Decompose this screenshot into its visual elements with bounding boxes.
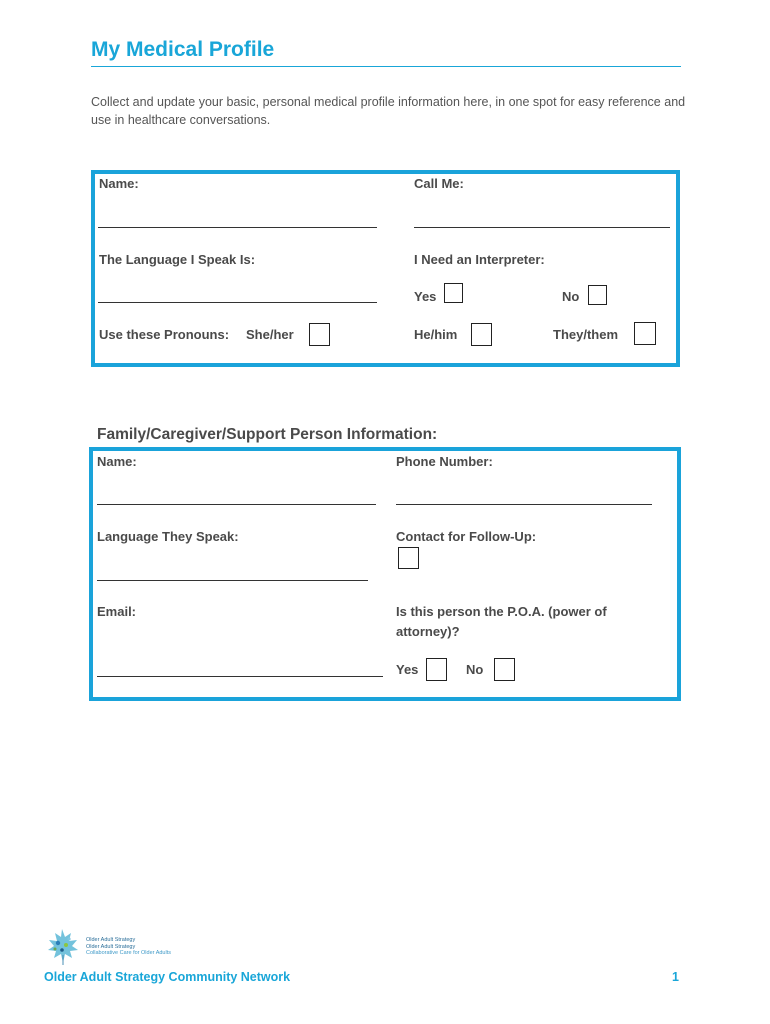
call-me-label: Call Me: [414, 176, 464, 191]
interpreter-yes-label: Yes [414, 289, 437, 304]
poa-label-line1: Is this person the P.O.A. (power of [396, 604, 607, 619]
intro-text: Collect and update your basic, personal medical profile information here, in one spot for easy reference and use in healthcare conversations. [91, 95, 686, 127]
support-email-field[interactable] [97, 676, 383, 677]
maple-leaf-icon [48, 929, 78, 965]
language-label: The Language I Speak Is: [99, 252, 256, 267]
footer-organization: Older Adult Strategy Community Network [44, 970, 291, 984]
support-language-field[interactable] [97, 580, 368, 581]
support-section-heading: Family/Caregiver/Support Person Information: [97, 426, 438, 443]
logo-text [86, 937, 171, 957]
title-rule [91, 66, 681, 67]
logo-line-2: Older Adult Strategy [86, 943, 136, 950]
page-title: My Medical Profile [91, 38, 275, 61]
poa-label-line2: attorney)? [396, 624, 460, 639]
pronoun-they-checkbox[interactable] [634, 322, 656, 345]
call-me-field[interactable] [414, 227, 670, 228]
interpreter-yes-checkbox[interactable] [444, 283, 463, 303]
pronoun-she-label: She/her [246, 327, 294, 342]
support-name-label: Name: [97, 454, 137, 469]
interpreter-no-checkbox[interactable] [588, 285, 607, 305]
logo-line-3: Collaborative Care for Older Adults [86, 950, 171, 956]
pronoun-he-checkbox[interactable] [471, 323, 492, 346]
support-info-box [89, 447, 681, 701]
language-field[interactable] [98, 302, 377, 303]
support-language-label: Language They Speak: [97, 529, 239, 544]
interpreter-label: I Need an Interpreter: [414, 252, 545, 267]
poa-yes-checkbox[interactable] [426, 658, 447, 681]
page-number: 1 [672, 970, 679, 984]
pronouns-label: Use these Pronouns: [99, 327, 230, 342]
name-field[interactable] [98, 227, 377, 228]
pronoun-she-checkbox[interactable] [309, 323, 330, 346]
pronoun-he-label: He/him [414, 327, 458, 342]
poa-no-label: No [466, 662, 484, 677]
name-label: Name: [99, 176, 139, 191]
support-phone-field[interactable] [396, 504, 652, 505]
followup-label: Contact for Follow-Up: [396, 529, 537, 544]
interpreter-no-label: No [562, 289, 580, 304]
support-name-field[interactable] [97, 504, 376, 505]
followup-checkbox[interactable] [398, 547, 419, 569]
support-phone-label: Phone Number: [396, 454, 493, 469]
poa-no-checkbox[interactable] [494, 658, 515, 681]
logo-line-1: Older Adult Strategy [86, 937, 136, 943]
pronoun-they-label: They/them [553, 327, 619, 342]
poa-yes-label: Yes [396, 662, 419, 677]
support-email-label: Email: [97, 604, 137, 619]
